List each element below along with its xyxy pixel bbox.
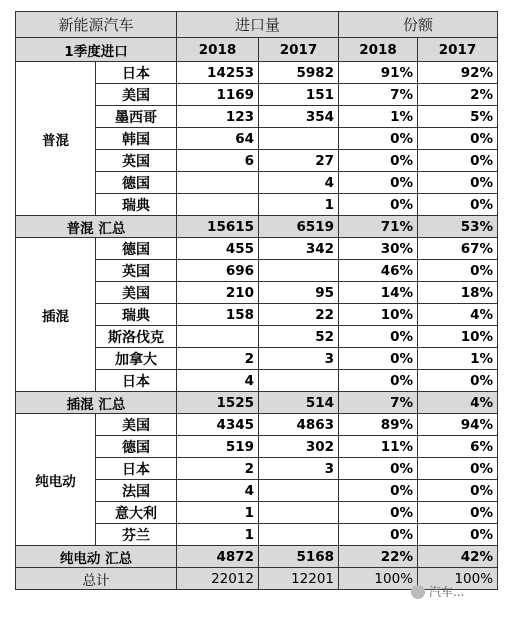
share-2017-cell: 0% [418, 128, 498, 150]
subtotal-import-2018: 1525 [177, 392, 259, 414]
import-2018-cell: 4 [177, 370, 259, 392]
share-2017-cell: 2% [418, 84, 498, 106]
country-cell: 德国 [96, 436, 177, 458]
country-cell: 英国 [96, 260, 177, 282]
import-2017-cell: 354 [259, 106, 339, 128]
subtotal-row [16, 392, 498, 414]
share-2018-cell: 14% [339, 282, 418, 304]
import-2017-cell: 22 [259, 304, 339, 326]
subtotal-row [16, 216, 498, 238]
share-2017-cell: 18% [418, 282, 498, 304]
header-import-2018: 2018 [177, 38, 259, 62]
import-2017-cell [259, 524, 339, 546]
country-cell: 瑞典 [96, 194, 177, 216]
import-2017-cell [259, 128, 339, 150]
import-2017-cell: 52 [259, 326, 339, 348]
share-2018-cell: 46% [339, 260, 418, 282]
nev-import-table [15, 11, 498, 590]
country-cell: 芬兰 [96, 524, 177, 546]
subtotal-import-2018: 4872 [177, 546, 259, 568]
share-2018-cell: 91% [339, 62, 418, 84]
subtotal-import-2017: 6519 [259, 216, 339, 238]
share-2017-cell: 0% [418, 150, 498, 172]
header-title: 新能源汽车 [16, 12, 177, 38]
share-2017-cell: 10% [418, 326, 498, 348]
import-2017-cell: 4 [259, 172, 339, 194]
subtotal-label: 普混 汇总 [16, 216, 177, 238]
share-2018-cell: 0% [339, 150, 418, 172]
share-2018-cell: 10% [339, 304, 418, 326]
share-2017-cell: 0% [418, 458, 498, 480]
share-2017-cell: 6% [418, 436, 498, 458]
import-2017-cell: 3 [259, 348, 339, 370]
import-2017-cell: 3 [259, 458, 339, 480]
share-2017-cell: 0% [418, 370, 498, 392]
watermark [411, 583, 464, 600]
total-share-2017: 100% [418, 568, 498, 590]
import-2017-cell: 27 [259, 150, 339, 172]
share-2018-cell: 0% [339, 524, 418, 546]
share-2018-cell: 0% [339, 458, 418, 480]
import-2018-cell: 2 [177, 458, 259, 480]
watermark-text: 汽车... [429, 585, 465, 599]
share-2017-cell: 0% [418, 194, 498, 216]
share-2017-cell: 1% [418, 348, 498, 370]
import-2018-cell: 1 [177, 524, 259, 546]
total-label: 总计 [16, 568, 177, 590]
share-2017-cell: 67% [418, 238, 498, 260]
header-row-1 [16, 12, 498, 38]
share-2017-cell: 0% [418, 524, 498, 546]
import-2018-cell [177, 326, 259, 348]
subtotal-import-2017: 514 [259, 392, 339, 414]
import-2018-cell: 123 [177, 106, 259, 128]
import-2017-cell: 151 [259, 84, 339, 106]
share-2018-cell: 30% [339, 238, 418, 260]
header-share-2018: 2018 [339, 38, 418, 62]
share-2018-cell: 0% [339, 326, 418, 348]
share-2018-cell: 0% [339, 172, 418, 194]
header-period: 1季度进口 [16, 38, 177, 62]
share-2018-cell: 1% [339, 106, 418, 128]
group-label: 纯电动 [16, 414, 96, 546]
country-cell: 德国 [96, 238, 177, 260]
group-label: 插混 [16, 238, 96, 392]
country-cell: 日本 [96, 62, 177, 84]
import-2017-cell [259, 260, 339, 282]
subtotal-row [16, 546, 498, 568]
import-2018-cell [177, 194, 259, 216]
country-cell: 瑞典 [96, 304, 177, 326]
country-cell: 日本 [96, 370, 177, 392]
country-cell: 斯洛伐克 [96, 326, 177, 348]
share-2018-cell: 0% [339, 480, 418, 502]
header-row-2 [16, 38, 498, 62]
import-2017-cell [259, 480, 339, 502]
import-2017-cell: 4863 [259, 414, 339, 436]
import-2018-cell: 14253 [177, 62, 259, 84]
import-2017-cell: 1 [259, 194, 339, 216]
share-2018-cell: 89% [339, 414, 418, 436]
share-2017-cell: 0% [418, 502, 498, 524]
import-2018-cell [177, 172, 259, 194]
import-2018-cell: 1169 [177, 84, 259, 106]
group-label: 普混 [16, 62, 96, 216]
total-import-2017: 12201 [259, 568, 339, 590]
country-cell: 英国 [96, 150, 177, 172]
share-2017-cell: 5% [418, 106, 498, 128]
import-2018-cell: 696 [177, 260, 259, 282]
import-2017-cell: 302 [259, 436, 339, 458]
subtotal-share-2017: 4% [418, 392, 498, 414]
import-2017-cell [259, 370, 339, 392]
import-2017-cell [259, 502, 339, 524]
import-2018-cell: 455 [177, 238, 259, 260]
table-row [16, 62, 498, 84]
header-import-volume: 进口量 [177, 12, 339, 38]
country-cell: 日本 [96, 458, 177, 480]
share-2017-cell: 94% [418, 414, 498, 436]
import-table-container [15, 11, 497, 590]
import-2018-cell: 210 [177, 282, 259, 304]
share-2018-cell: 0% [339, 502, 418, 524]
total-import-2018: 22012 [177, 568, 259, 590]
header-import-2017: 2017 [259, 38, 339, 62]
country-cell: 美国 [96, 84, 177, 106]
import-2018-cell: 4345 [177, 414, 259, 436]
header-share-2017: 2017 [418, 38, 498, 62]
chat-bubble-icon [411, 585, 425, 599]
country-cell: 墨西哥 [96, 106, 177, 128]
import-2018-cell: 64 [177, 128, 259, 150]
share-2018-cell: 0% [339, 370, 418, 392]
country-cell: 法国 [96, 480, 177, 502]
subtotal-label: 纯电动 汇总 [16, 546, 177, 568]
subtotal-share-2018: 71% [339, 216, 418, 238]
import-2017-cell: 342 [259, 238, 339, 260]
country-cell: 加拿大 [96, 348, 177, 370]
subtotal-share-2017: 42% [418, 546, 498, 568]
share-2017-cell: 92% [418, 62, 498, 84]
share-2018-cell: 11% [339, 436, 418, 458]
table-row [16, 238, 498, 260]
share-2017-cell: 0% [418, 480, 498, 502]
country-cell: 韩国 [96, 128, 177, 150]
subtotal-label: 插混 汇总 [16, 392, 177, 414]
total-share-2018: 100% [339, 568, 418, 590]
subtotal-share-2017: 53% [418, 216, 498, 238]
share-2017-cell: 0% [418, 172, 498, 194]
country-cell: 德国 [96, 172, 177, 194]
import-2018-cell: 519 [177, 436, 259, 458]
subtotal-import-2018: 15615 [177, 216, 259, 238]
import-2017-cell: 95 [259, 282, 339, 304]
header-share: 份额 [339, 12, 498, 38]
share-2017-cell: 4% [418, 304, 498, 326]
subtotal-import-2017: 5168 [259, 546, 339, 568]
country-cell: 美国 [96, 414, 177, 436]
share-2017-cell: 0% [418, 260, 498, 282]
subtotal-share-2018: 7% [339, 392, 418, 414]
share-2018-cell: 0% [339, 128, 418, 150]
import-2018-cell: 158 [177, 304, 259, 326]
table-row [16, 414, 498, 436]
country-cell: 美国 [96, 282, 177, 304]
import-2018-cell: 1 [177, 502, 259, 524]
import-2018-cell: 6 [177, 150, 259, 172]
share-2018-cell: 0% [339, 348, 418, 370]
country-cell: 意大利 [96, 502, 177, 524]
share-2018-cell: 7% [339, 84, 418, 106]
subtotal-share-2018: 22% [339, 546, 418, 568]
import-2017-cell: 5982 [259, 62, 339, 84]
import-2018-cell: 2 [177, 348, 259, 370]
import-2018-cell: 4 [177, 480, 259, 502]
share-2018-cell: 0% [339, 194, 418, 216]
